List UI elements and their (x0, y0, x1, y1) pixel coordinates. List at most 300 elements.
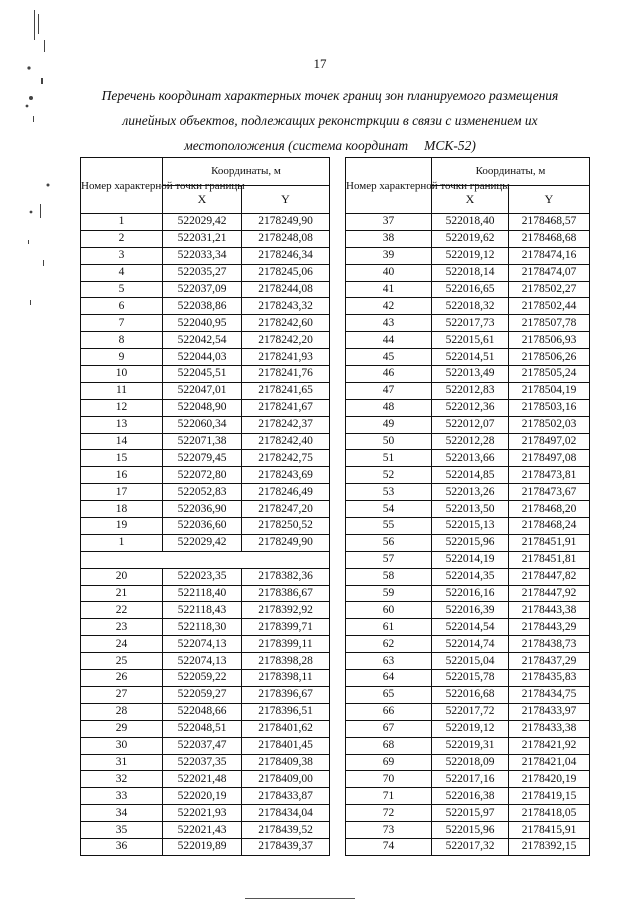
x-coordinate-cell: 522040,95 (163, 315, 242, 332)
table-row (81, 382, 330, 399)
table-row (81, 399, 330, 416)
y-coordinate-cell: 2178505,24 (509, 366, 590, 383)
point-number-cell: 58 (346, 568, 432, 585)
x-coordinate-cell: 522012,28 (432, 433, 509, 450)
y-coordinate-cell: 2178243,69 (242, 467, 330, 484)
table-row (81, 281, 330, 298)
table-row (81, 484, 330, 501)
point-number-cell: 9 (81, 349, 163, 366)
table-row (81, 636, 330, 653)
x-coordinate-cell: 522015,96 (432, 822, 509, 839)
y-coordinate-cell: 2178468,24 (509, 518, 590, 535)
y-coordinate-cell: 2178245,06 (242, 264, 330, 281)
point-number-cell: 7 (81, 315, 163, 332)
table-row (346, 467, 590, 484)
x-coordinate-cell: 522015,78 (432, 670, 509, 687)
y-coordinate-cell: 2178415,91 (509, 822, 590, 839)
y-coordinate-cell: 2178246,34 (242, 247, 330, 264)
x-coordinate-cell: 522021,43 (163, 822, 242, 839)
x-coordinate-cell: 522036,60 (163, 518, 242, 535)
table-row (346, 619, 590, 636)
x-coordinate-cell: 522021,48 (163, 771, 242, 788)
x-coordinate-cell: 522013,50 (432, 501, 509, 518)
table-row (346, 264, 590, 281)
table-row (346, 450, 590, 467)
x-coordinate-cell: 522012,36 (432, 399, 509, 416)
x-coordinate-cell: 522014,19 (432, 551, 509, 568)
point-number-cell: 19 (81, 518, 163, 535)
point-number-cell: 2 (81, 230, 163, 247)
point-number-cell: 28 (81, 703, 163, 720)
point-number-cell: 55 (346, 518, 432, 535)
y-coordinate-cell: 2178399,11 (242, 636, 330, 653)
y-coordinate-cell: 2178433,38 (509, 720, 590, 737)
y-coordinate-cell: 2178250,52 (242, 518, 330, 535)
point-number-cell: 22 (81, 602, 163, 619)
y-coordinate-cell: 2178421,92 (509, 737, 590, 754)
y-coordinate-cell: 2178439,52 (242, 822, 330, 839)
page-number: 17 (313, 56, 327, 71)
table-row (346, 399, 590, 416)
table-row (346, 349, 590, 366)
header-x: X (163, 186, 242, 214)
x-coordinate-cell: 522014,85 (432, 467, 509, 484)
point-number-cell: 48 (346, 399, 432, 416)
point-number-cell: 11 (81, 382, 163, 399)
table-row (81, 602, 330, 619)
table-row (81, 653, 330, 670)
x-coordinate-cell: 522014,54 (432, 619, 509, 636)
y-coordinate-cell: 2178242,40 (242, 433, 330, 450)
y-coordinate-cell: 2178474,07 (509, 264, 590, 281)
point-number-cell: 17 (81, 484, 163, 501)
y-coordinate-cell: 2178244,08 (242, 281, 330, 298)
y-coordinate-cell: 2178434,75 (509, 686, 590, 703)
table-row (346, 366, 590, 383)
y-coordinate-cell: 2178241,93 (242, 349, 330, 366)
y-coordinate-cell: 2178248,08 (242, 230, 330, 247)
y-coordinate-cell: 2178468,68 (509, 230, 590, 247)
y-coordinate-cell: 2178503,16 (509, 399, 590, 416)
table-row (346, 298, 590, 315)
y-coordinate-cell: 2178447,82 (509, 568, 590, 585)
x-coordinate-cell: 522038,86 (163, 298, 242, 315)
point-number-cell: 6 (81, 298, 163, 315)
y-coordinate-cell: 2178242,37 (242, 416, 330, 433)
table-row (81, 247, 330, 264)
x-coordinate-cell: 522037,47 (163, 737, 242, 754)
y-coordinate-cell: 2178421,04 (509, 754, 590, 771)
table-row (81, 501, 330, 518)
y-coordinate-cell: 2178497,08 (509, 450, 590, 467)
point-number-cell: 24 (81, 636, 163, 653)
table-row (81, 720, 330, 737)
point-number-cell: 25 (81, 653, 163, 670)
y-coordinate-cell: 2178473,67 (509, 484, 590, 501)
point-number-cell: 70 (346, 771, 432, 788)
x-coordinate-cell: 522079,45 (163, 450, 242, 467)
y-coordinate-cell: 2178419,15 (509, 788, 590, 805)
point-number-cell: 49 (346, 416, 432, 433)
x-coordinate-cell: 522059,27 (163, 686, 242, 703)
table-row (81, 264, 330, 281)
x-coordinate-cell: 522019,89 (163, 838, 242, 855)
y-coordinate-cell: 2178382,36 (242, 568, 330, 585)
point-number-cell: 21 (81, 585, 163, 602)
table-row (81, 585, 330, 602)
y-coordinate-cell: 2178438,73 (509, 636, 590, 653)
table-row (346, 281, 590, 298)
title-line-3b: МСК-52) (424, 138, 476, 153)
point-number-cell: 53 (346, 484, 432, 501)
point-number-cell: 43 (346, 315, 432, 332)
point-number-cell: 50 (346, 433, 432, 450)
point-number-cell: 66 (346, 703, 432, 720)
x-coordinate-cell: 522059,22 (163, 670, 242, 687)
title-line-3a: местоположения (система координат (184, 138, 409, 153)
y-coordinate-cell: 2178242,60 (242, 315, 330, 332)
y-coordinate-cell: 2178396,67 (242, 686, 330, 703)
y-coordinate-cell: 2178396,51 (242, 703, 330, 720)
x-coordinate-cell: 522048,51 (163, 720, 242, 737)
point-number-cell: 41 (346, 281, 432, 298)
x-coordinate-cell: 522048,66 (163, 703, 242, 720)
table-row (81, 838, 330, 855)
title-line-3 (70, 133, 590, 158)
point-number-cell: 23 (81, 619, 163, 636)
point-number-cell: 33 (81, 788, 163, 805)
y-coordinate-cell: 2178401,62 (242, 720, 330, 737)
point-number-cell: 26 (81, 670, 163, 687)
y-coordinate-cell: 2178409,00 (242, 771, 330, 788)
y-coordinate-cell: 2178241,76 (242, 366, 330, 383)
point-number-cell: 72 (346, 805, 432, 822)
x-coordinate-cell: 522016,16 (432, 585, 509, 602)
y-coordinate-cell: 2178249,90 (242, 534, 330, 551)
table-row (81, 467, 330, 484)
title-line-1: Перечень координат характерных точек границ зон планируемого размещения (101, 88, 559, 103)
point-number-cell: 46 (346, 366, 432, 383)
table-row (81, 450, 330, 467)
header-x: X (432, 186, 509, 214)
x-coordinate-cell: 522045,51 (163, 366, 242, 383)
y-coordinate-cell: 2178447,92 (509, 585, 590, 602)
header-coordinates: Координаты, м (432, 158, 590, 186)
point-number-cell: 31 (81, 754, 163, 771)
table-row (346, 653, 590, 670)
table-row (346, 214, 590, 231)
y-coordinate-cell: 2178506,26 (509, 349, 590, 366)
x-coordinate-cell: 522017,72 (432, 703, 509, 720)
x-coordinate-cell: 522015,04 (432, 653, 509, 670)
x-coordinate-cell: 522029,42 (163, 214, 242, 231)
x-coordinate-cell: 522013,49 (432, 366, 509, 383)
point-number-cell: 69 (346, 754, 432, 771)
y-coordinate-cell: 2178433,87 (242, 788, 330, 805)
x-coordinate-cell: 522029,42 (163, 534, 242, 551)
x-coordinate-cell: 522019,62 (432, 230, 509, 247)
x-coordinate-cell: 522016,39 (432, 602, 509, 619)
point-number-cell: 34 (81, 805, 163, 822)
table-row (81, 568, 330, 585)
table-row (346, 501, 590, 518)
table-row (346, 602, 590, 619)
y-coordinate-cell: 2178502,27 (509, 281, 590, 298)
header-point-number: Номер характерной точки границы (346, 158, 432, 214)
point-number-cell: 38 (346, 230, 432, 247)
y-coordinate-cell: 2178398,28 (242, 653, 330, 670)
y-coordinate-cell: 2178443,29 (509, 619, 590, 636)
y-coordinate-cell: 2178502,03 (509, 416, 590, 433)
y-coordinate-cell: 2178392,92 (242, 602, 330, 619)
table-row (346, 771, 590, 788)
x-coordinate-cell: 522118,40 (163, 585, 242, 602)
x-coordinate-cell: 522020,19 (163, 788, 242, 805)
x-coordinate-cell: 522016,68 (432, 686, 509, 703)
x-coordinate-cell: 522015,96 (432, 534, 509, 551)
table-row (346, 737, 590, 754)
table-row (346, 805, 590, 822)
table-row (81, 416, 330, 433)
point-number-cell: 10 (81, 366, 163, 383)
y-coordinate-cell: 2178392,15 (509, 838, 590, 855)
table-row (346, 433, 590, 450)
table-row (346, 534, 590, 551)
table-row (81, 670, 330, 687)
point-number-cell: 65 (346, 686, 432, 703)
point-number-cell: 74 (346, 838, 432, 855)
y-coordinate-cell: 2178241,67 (242, 399, 330, 416)
y-coordinate-cell: 2178502,44 (509, 298, 590, 315)
x-coordinate-cell: 522014,35 (432, 568, 509, 585)
x-coordinate-cell: 522044,03 (163, 349, 242, 366)
x-coordinate-cell: 522014,51 (432, 349, 509, 366)
document-title (70, 83, 590, 158)
left-table-body-1 (81, 214, 330, 552)
table-row (346, 230, 590, 247)
point-number-cell: 39 (346, 247, 432, 264)
table-row (81, 230, 330, 247)
x-coordinate-cell: 522018,14 (432, 264, 509, 281)
point-number-cell: 57 (346, 551, 432, 568)
table-row (346, 838, 590, 855)
point-number-cell: 30 (81, 737, 163, 754)
table-row (81, 366, 330, 383)
point-number-cell: 45 (346, 349, 432, 366)
x-coordinate-cell: 522019,12 (432, 720, 509, 737)
right-table-body (346, 214, 590, 856)
table-row (81, 349, 330, 366)
table-row (346, 686, 590, 703)
y-coordinate-cell: 2178504,19 (509, 382, 590, 399)
table-row (346, 720, 590, 737)
table-row (346, 315, 590, 332)
y-coordinate-cell: 2178506,93 (509, 332, 590, 349)
x-coordinate-cell: 522015,97 (432, 805, 509, 822)
point-number-cell: 35 (81, 822, 163, 839)
x-coordinate-cell: 522017,73 (432, 315, 509, 332)
point-number-cell: 63 (346, 653, 432, 670)
x-coordinate-cell: 522012,07 (432, 416, 509, 433)
table-row (346, 332, 590, 349)
point-number-cell: 16 (81, 467, 163, 484)
y-coordinate-cell: 2178468,20 (509, 501, 590, 518)
header-coordinates: Координаты, м (163, 158, 330, 186)
header-point-number: Номер характерной точки границы (81, 158, 163, 214)
point-number-cell: 42 (346, 298, 432, 315)
x-coordinate-cell: 522047,01 (163, 382, 242, 399)
table-row (81, 771, 330, 788)
y-coordinate-cell: 2178420,19 (509, 771, 590, 788)
x-coordinate-cell: 522016,38 (432, 788, 509, 805)
point-number-cell: 44 (346, 332, 432, 349)
point-number-cell: 12 (81, 399, 163, 416)
x-coordinate-cell: 522013,66 (432, 450, 509, 467)
table-row (346, 518, 590, 535)
x-coordinate-cell: 522014,74 (432, 636, 509, 653)
y-coordinate-cell: 2178386,67 (242, 585, 330, 602)
header-y: Y (242, 186, 330, 214)
x-coordinate-cell: 522118,43 (163, 602, 242, 619)
point-number-cell: 47 (346, 382, 432, 399)
x-coordinate-cell: 522060,34 (163, 416, 242, 433)
x-coordinate-cell: 522021,93 (163, 805, 242, 822)
y-coordinate-cell: 2178242,20 (242, 332, 330, 349)
x-coordinate-cell: 522023,35 (163, 568, 242, 585)
y-coordinate-cell: 2178451,91 (509, 534, 590, 551)
y-coordinate-cell: 2178439,37 (242, 838, 330, 855)
title-line-2: линейных объектов, подлежащих реконстркции в связи с изменением их (122, 113, 538, 128)
x-coordinate-cell: 522018,09 (432, 754, 509, 771)
table-row (346, 551, 590, 568)
table-row (346, 670, 590, 687)
x-coordinate-cell: 522018,32 (432, 298, 509, 315)
point-number-cell: 3 (81, 247, 163, 264)
x-coordinate-cell: 522017,32 (432, 838, 509, 855)
table-row (81, 534, 330, 551)
x-coordinate-cell: 522012,83 (432, 382, 509, 399)
point-number-cell: 67 (346, 720, 432, 737)
point-number-cell: 51 (346, 450, 432, 467)
x-coordinate-cell: 522048,90 (163, 399, 242, 416)
point-number-cell: 64 (346, 670, 432, 687)
table-row (81, 788, 330, 805)
y-coordinate-cell: 2178468,57 (509, 214, 590, 231)
table-row (81, 822, 330, 839)
point-number-cell: 32 (81, 771, 163, 788)
left-table-body-2 (81, 568, 330, 855)
table-row (81, 805, 330, 822)
x-coordinate-cell: 522013,26 (432, 484, 509, 501)
y-coordinate-cell: 2178247,20 (242, 501, 330, 518)
point-number-cell: 56 (346, 534, 432, 551)
y-coordinate-cell: 2178451,81 (509, 551, 590, 568)
point-number-cell: 37 (346, 214, 432, 231)
table-row (346, 636, 590, 653)
table-row (346, 788, 590, 805)
y-coordinate-cell: 2178507,78 (509, 315, 590, 332)
table-row (81, 214, 330, 231)
point-number-cell: 1 (81, 214, 163, 231)
y-coordinate-cell: 2178433,97 (509, 703, 590, 720)
table-row (346, 703, 590, 720)
table-row (346, 382, 590, 399)
point-number-cell: 13 (81, 416, 163, 433)
x-coordinate-cell: 522072,80 (163, 467, 242, 484)
x-coordinate-cell: 522033,34 (163, 247, 242, 264)
table-row (81, 518, 330, 535)
x-coordinate-cell: 522037,09 (163, 281, 242, 298)
x-coordinate-cell: 522017,16 (432, 771, 509, 788)
point-number-cell: 61 (346, 619, 432, 636)
point-number-cell: 29 (81, 720, 163, 737)
table-row (81, 315, 330, 332)
footer-rule (245, 898, 355, 899)
point-number-cell: 36 (81, 838, 163, 855)
y-coordinate-cell: 2178437,29 (509, 653, 590, 670)
point-number-cell: 27 (81, 686, 163, 703)
blank-row (81, 551, 330, 568)
table-row (346, 585, 590, 602)
table-row (346, 568, 590, 585)
y-coordinate-cell: 2178241,65 (242, 382, 330, 399)
point-number-cell: 60 (346, 602, 432, 619)
x-coordinate-cell: 522019,31 (432, 737, 509, 754)
point-number-cell: 62 (346, 636, 432, 653)
y-coordinate-cell: 2178434,04 (242, 805, 330, 822)
x-coordinate-cell: 522031,21 (163, 230, 242, 247)
left-table-separator (81, 551, 330, 568)
x-coordinate-cell: 522037,35 (163, 754, 242, 771)
point-number-cell: 5 (81, 281, 163, 298)
point-number-cell: 73 (346, 822, 432, 839)
y-coordinate-cell: 2178398,11 (242, 670, 330, 687)
y-coordinate-cell: 2178399,71 (242, 619, 330, 636)
point-number-cell: 52 (346, 467, 432, 484)
point-number-cell: 20 (81, 568, 163, 585)
table-row (346, 484, 590, 501)
x-coordinate-cell: 522074,13 (163, 636, 242, 653)
y-coordinate-cell: 2178246,49 (242, 484, 330, 501)
table-row (346, 822, 590, 839)
y-coordinate-cell: 2178249,90 (242, 214, 330, 231)
y-coordinate-cell: 2178497,02 (509, 433, 590, 450)
point-number-cell: 8 (81, 332, 163, 349)
point-number-cell: 18 (81, 501, 163, 518)
point-number-cell: 14 (81, 433, 163, 450)
x-coordinate-cell: 522074,13 (163, 653, 242, 670)
coordinates-table-right (345, 157, 590, 856)
y-coordinate-cell: 2178243,32 (242, 298, 330, 315)
x-coordinate-cell: 522019,12 (432, 247, 509, 264)
y-coordinate-cell: 2178401,45 (242, 737, 330, 754)
y-coordinate-cell: 2178474,16 (509, 247, 590, 264)
header-y: Y (509, 186, 590, 214)
table-row (81, 703, 330, 720)
y-coordinate-cell: 2178418,05 (509, 805, 590, 822)
table-row (81, 754, 330, 771)
y-coordinate-cell: 2178409,38 (242, 754, 330, 771)
table-row (81, 737, 330, 754)
point-number-cell: 68 (346, 737, 432, 754)
x-coordinate-cell: 522035,27 (163, 264, 242, 281)
table-row (81, 619, 330, 636)
x-coordinate-cell: 522042,54 (163, 332, 242, 349)
point-number-cell: 40 (346, 264, 432, 281)
x-coordinate-cell: 522018,40 (432, 214, 509, 231)
table-row (81, 433, 330, 450)
x-coordinate-cell: 522015,13 (432, 518, 509, 535)
